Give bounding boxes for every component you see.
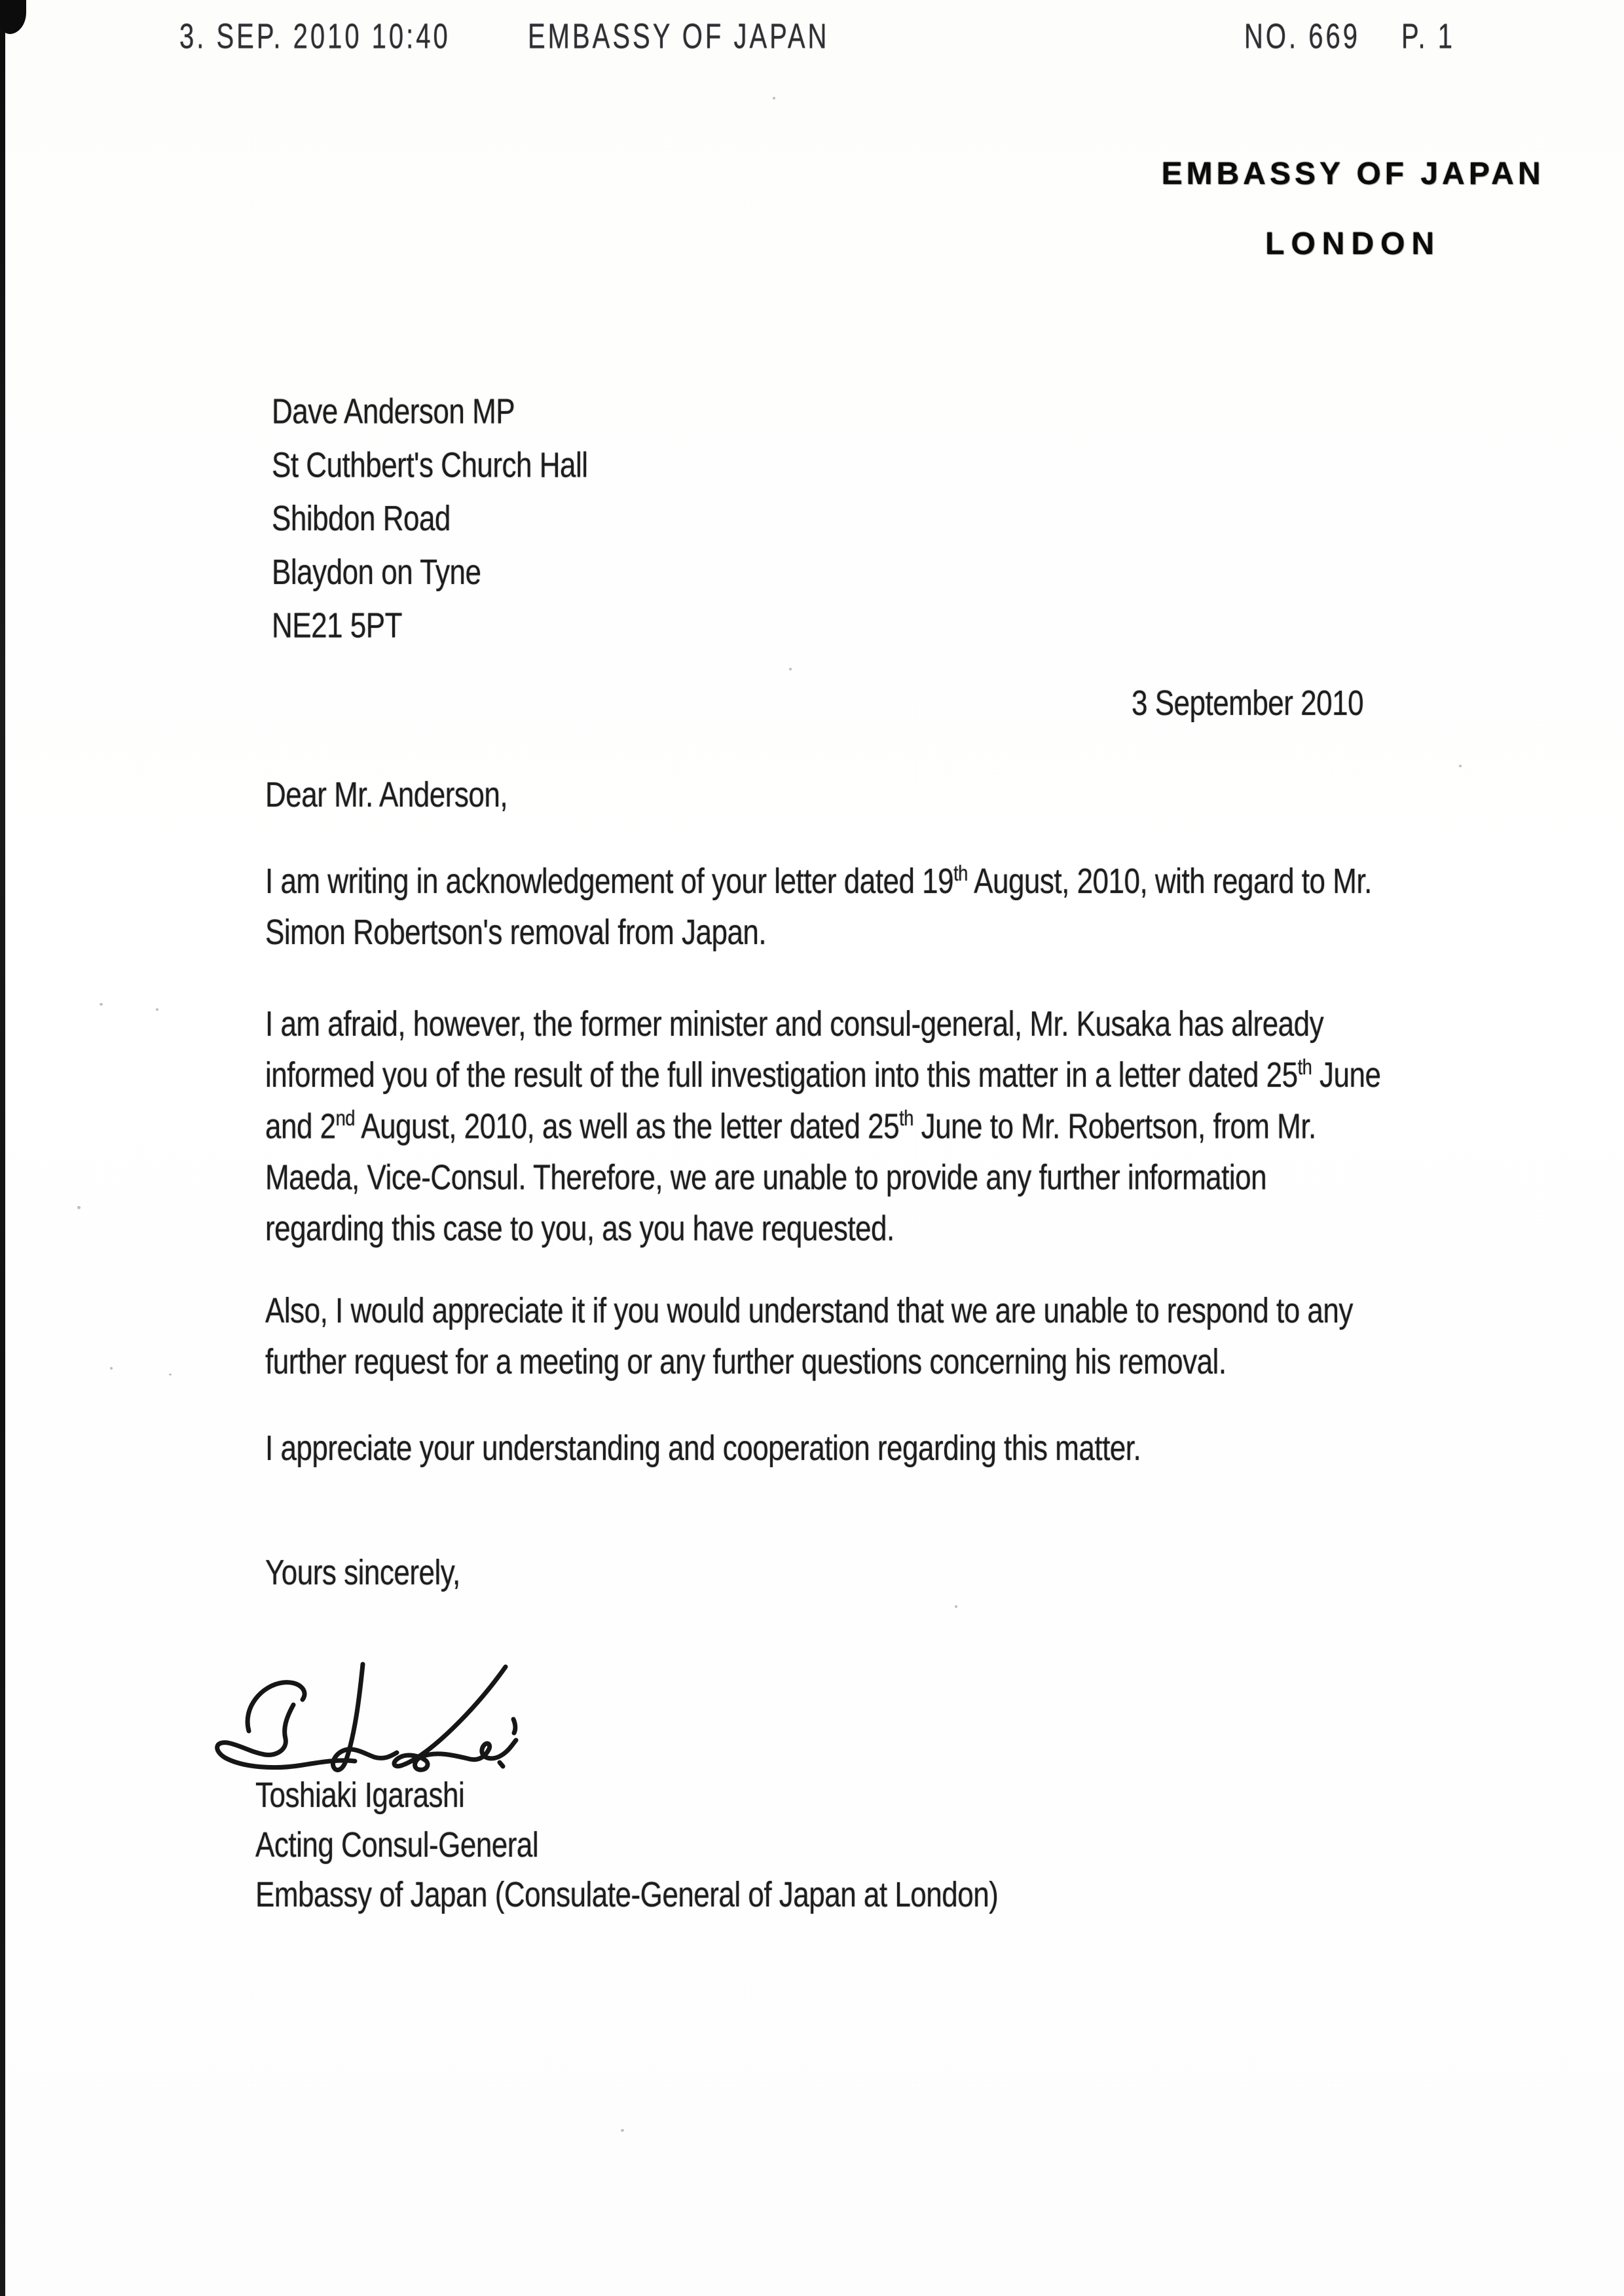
signer-name: Toshiaki Igarashi [255, 1776, 465, 1815]
text-line: further request for a meeting or any further questions concerning his removal. [265, 1342, 1227, 1382]
scan-speck [789, 668, 792, 670]
fax-transmission-number: NO. 669 [1244, 17, 1360, 56]
text-line: informed you of the result of the full investigation into this matter in a letter dated 25th June [265, 1054, 1381, 1095]
scan-speck [100, 1003, 103, 1006]
letterhead-london-line: LONDON [1265, 227, 1441, 261]
body-paragraph-2 [265, 999, 1380, 1254]
recipient-address [272, 385, 588, 653]
signer-title: Acting Consul-General [255, 1825, 539, 1865]
signer-organization: Embassy of Japan (Consulate-General of Japan at London) [255, 1875, 999, 1915]
letterhead-embassy-line: EMBASSY OF JAPAN [1161, 156, 1545, 191]
scan-left-edge-artifact [0, 0, 5, 2296]
salutation: Dear Mr. Anderson, [265, 775, 508, 815]
fax-timestamp: 3. SEP. 2010 10:40 [179, 17, 451, 56]
text-line: Blaydon on Tyne [272, 553, 481, 592]
scan-corner-artifact [0, 0, 26, 34]
text-line: I am writing in acknowledgement of your letter dated 19th August, 2010, with regard to Mr. [265, 860, 1372, 902]
scan-speck [621, 2129, 624, 2132]
scan-speck [1459, 765, 1462, 767]
body-paragraph-4 [265, 1423, 1141, 1474]
text-line: Also, I would appreciate it if you would understand that we are unable to respond to any [265, 1291, 1353, 1331]
text-line: St Cuthbert's Church Hall [272, 445, 588, 485]
scan-speck [77, 1206, 81, 1209]
text-line: Shibdon Road [272, 499, 451, 539]
scan-speck [110, 1367, 113, 1370]
letterhead [1113, 156, 1593, 262]
body-paragraph-1 [265, 856, 1372, 958]
scan-speck [773, 97, 775, 100]
text-line: Simon Robertson's removal from Japan. [265, 913, 767, 953]
text-line: and 2nd August, 2010, as well as the letter dated 25th June to Mr. Robertson, from Mr. [265, 1105, 1316, 1146]
text-line: I am afraid, however, the former minister and consul-general, Mr. Kusaka has already [265, 1004, 1324, 1044]
letter-date: 3 September 2010 [1132, 683, 1364, 723]
text-line: regarding this case to you, as you have requested. [265, 1209, 895, 1248]
body-paragraph-3 [265, 1286, 1353, 1388]
fax-page-number: P. 1 [1401, 17, 1455, 56]
scan-speck [169, 1374, 172, 1376]
text-line: I appreciate your understanding and cooperation regarding this matter. [265, 1429, 1141, 1468]
fax-sender-name: EMBASSY OF JAPAN [528, 17, 830, 56]
scan-speck [156, 1008, 158, 1011]
scan-speck [955, 1605, 957, 1608]
closing-phrase: Yours sincerely, [265, 1553, 460, 1593]
text-line: Dave Anderson MP [272, 392, 515, 431]
text-line: NE21 5PT [272, 606, 402, 646]
text-line: Maeda, Vice-Consul. Therefore, we are unable to provide any further information [265, 1157, 1267, 1197]
